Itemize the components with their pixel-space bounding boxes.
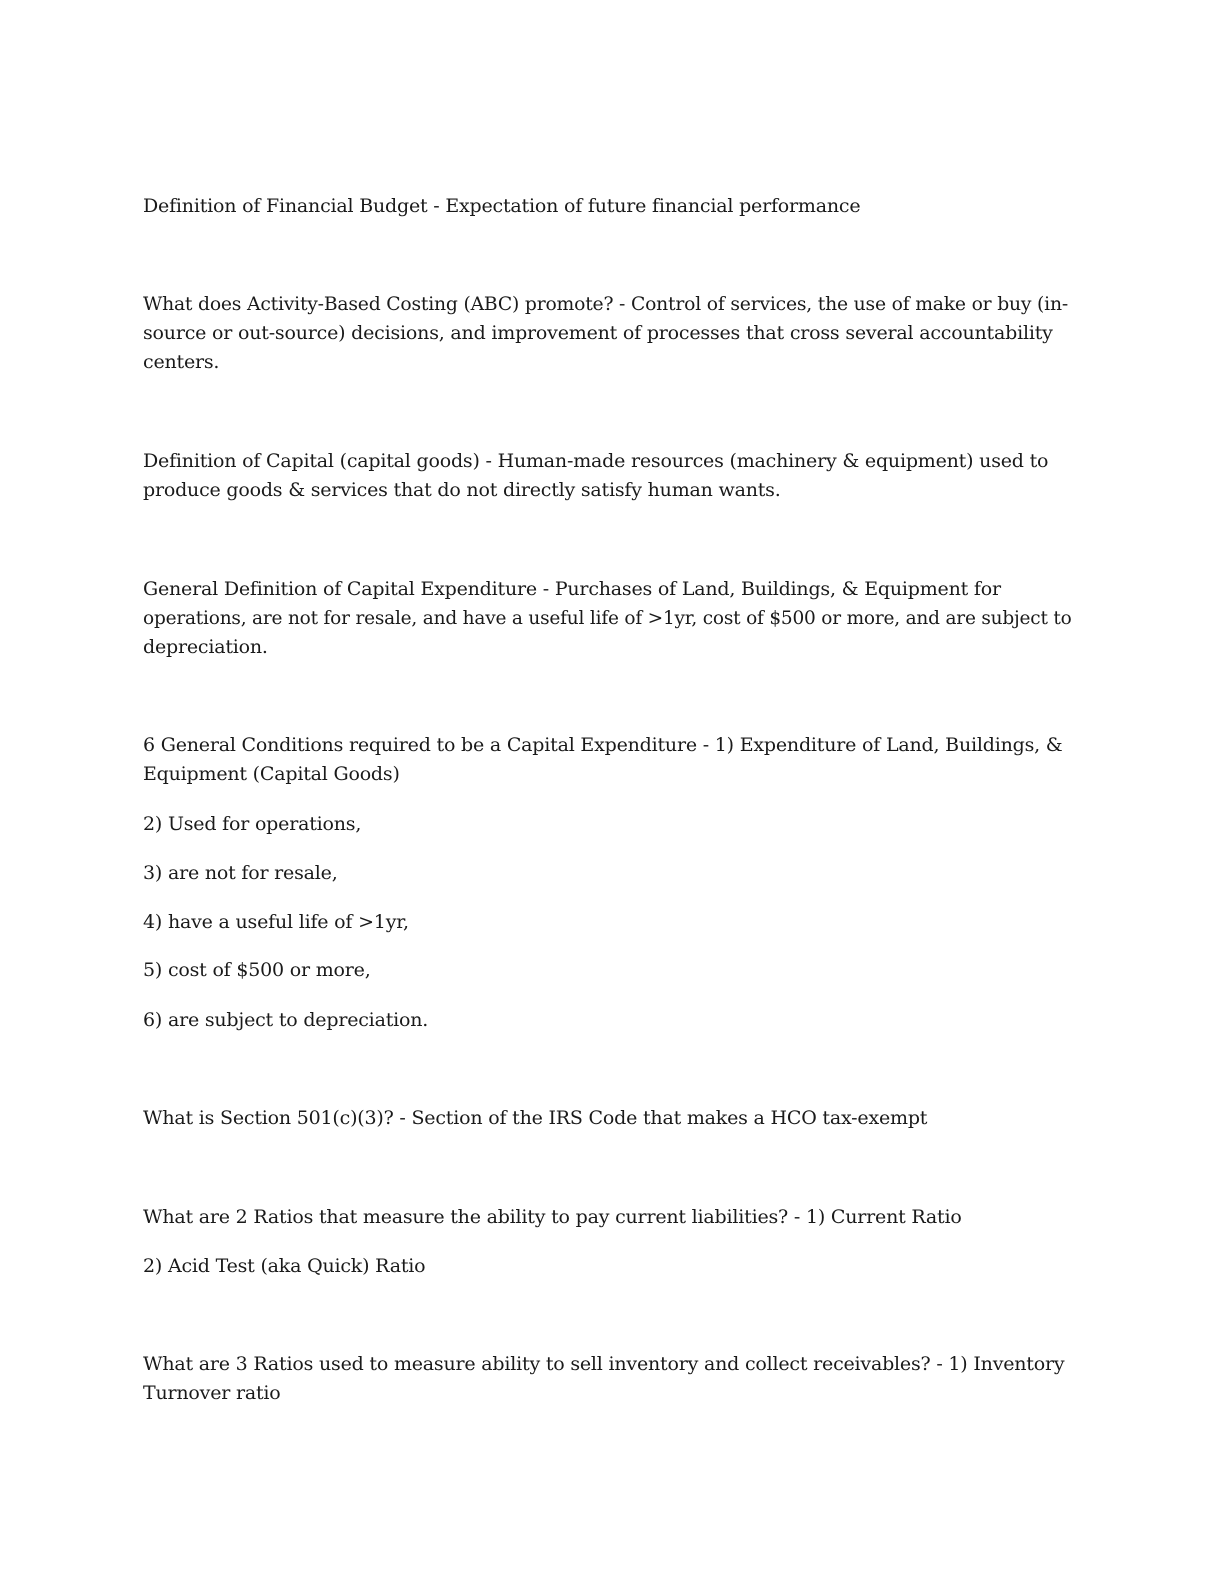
paragraph-abc-costing [143,290,1073,377]
text-line: operations, are not for resale, and have a useful life of >1yr, cost of $500 or more, and are subject to [143,608,1072,629]
paragraph-capital-expenditure [143,575,1073,662]
text-line: What does Activity-Based Costing (ABC) promote? - Control of services, the use of make or buy (in- [143,294,1068,315]
text-line: What is Section 501(c)(3)? - Section of the IRS Code that makes a HCO tax-exempt [143,1107,928,1129]
list-item-condition-4 [143,908,1073,937]
text-line: Definition of Capital (capital goods) - Human-made resources (machinery & equipment) used to [143,450,1049,472]
text-line: General Definition of Capital Expenditure - Purchases of Land, Buildings, & Equipment for [143,578,1001,600]
text-line: Definition of Financial Budget - Expectation of future financial performance [143,195,861,217]
text-line: 6) are subject to depreciation. [143,1009,429,1031]
paragraph-liability-ratios [143,1203,1073,1232]
paragraph-inventory-ratios [143,1350,1073,1408]
text-line: depreciation. [143,636,268,658]
list-item-condition-3 [143,859,1073,888]
list-item-condition-5 [143,956,1073,985]
text-line: What are 3 Ratios used to measure ability to sell inventory and collect receivables? - 1) Inventory [143,1353,1065,1375]
list-item-condition-6 [143,1006,1073,1035]
list-item-acid-test [143,1252,1073,1281]
paragraph-section-501c3 [143,1104,1073,1133]
text-line: 6 General Conditions required to be a Capital Expenditure - 1) Expenditure of Land, Buildings, & [143,734,1063,756]
text-line: 2) Used for operations, [143,813,362,835]
paragraph-general-conditions [143,731,1073,789]
text-line: produce goods & services that do not directly satisfy human wants. [143,479,781,501]
paragraph-financial-budget [143,192,1073,221]
list-item-condition-2 [143,810,1073,839]
text-line: What are 2 Ratios that measure the ability to pay current liabilities? - 1) Current Ratio [143,1206,962,1228]
text-line: Turnover ratio [143,1382,281,1404]
text-line: centers. [143,351,220,373]
text-line: Equipment (Capital Goods) [143,763,400,785]
paragraph-capital-definition [143,447,1073,505]
text-line: 5) cost of $500 or more, [143,959,371,981]
text-line: source or out-source) decisions, and improvement of processes that cross several accountability [143,322,1053,344]
text-line: 2) Acid Test (aka Quick) Ratio [143,1255,426,1277]
text-line: 3) are not for resale, [143,862,338,884]
text-line: 4) have a useful life of >1yr, [143,911,409,933]
